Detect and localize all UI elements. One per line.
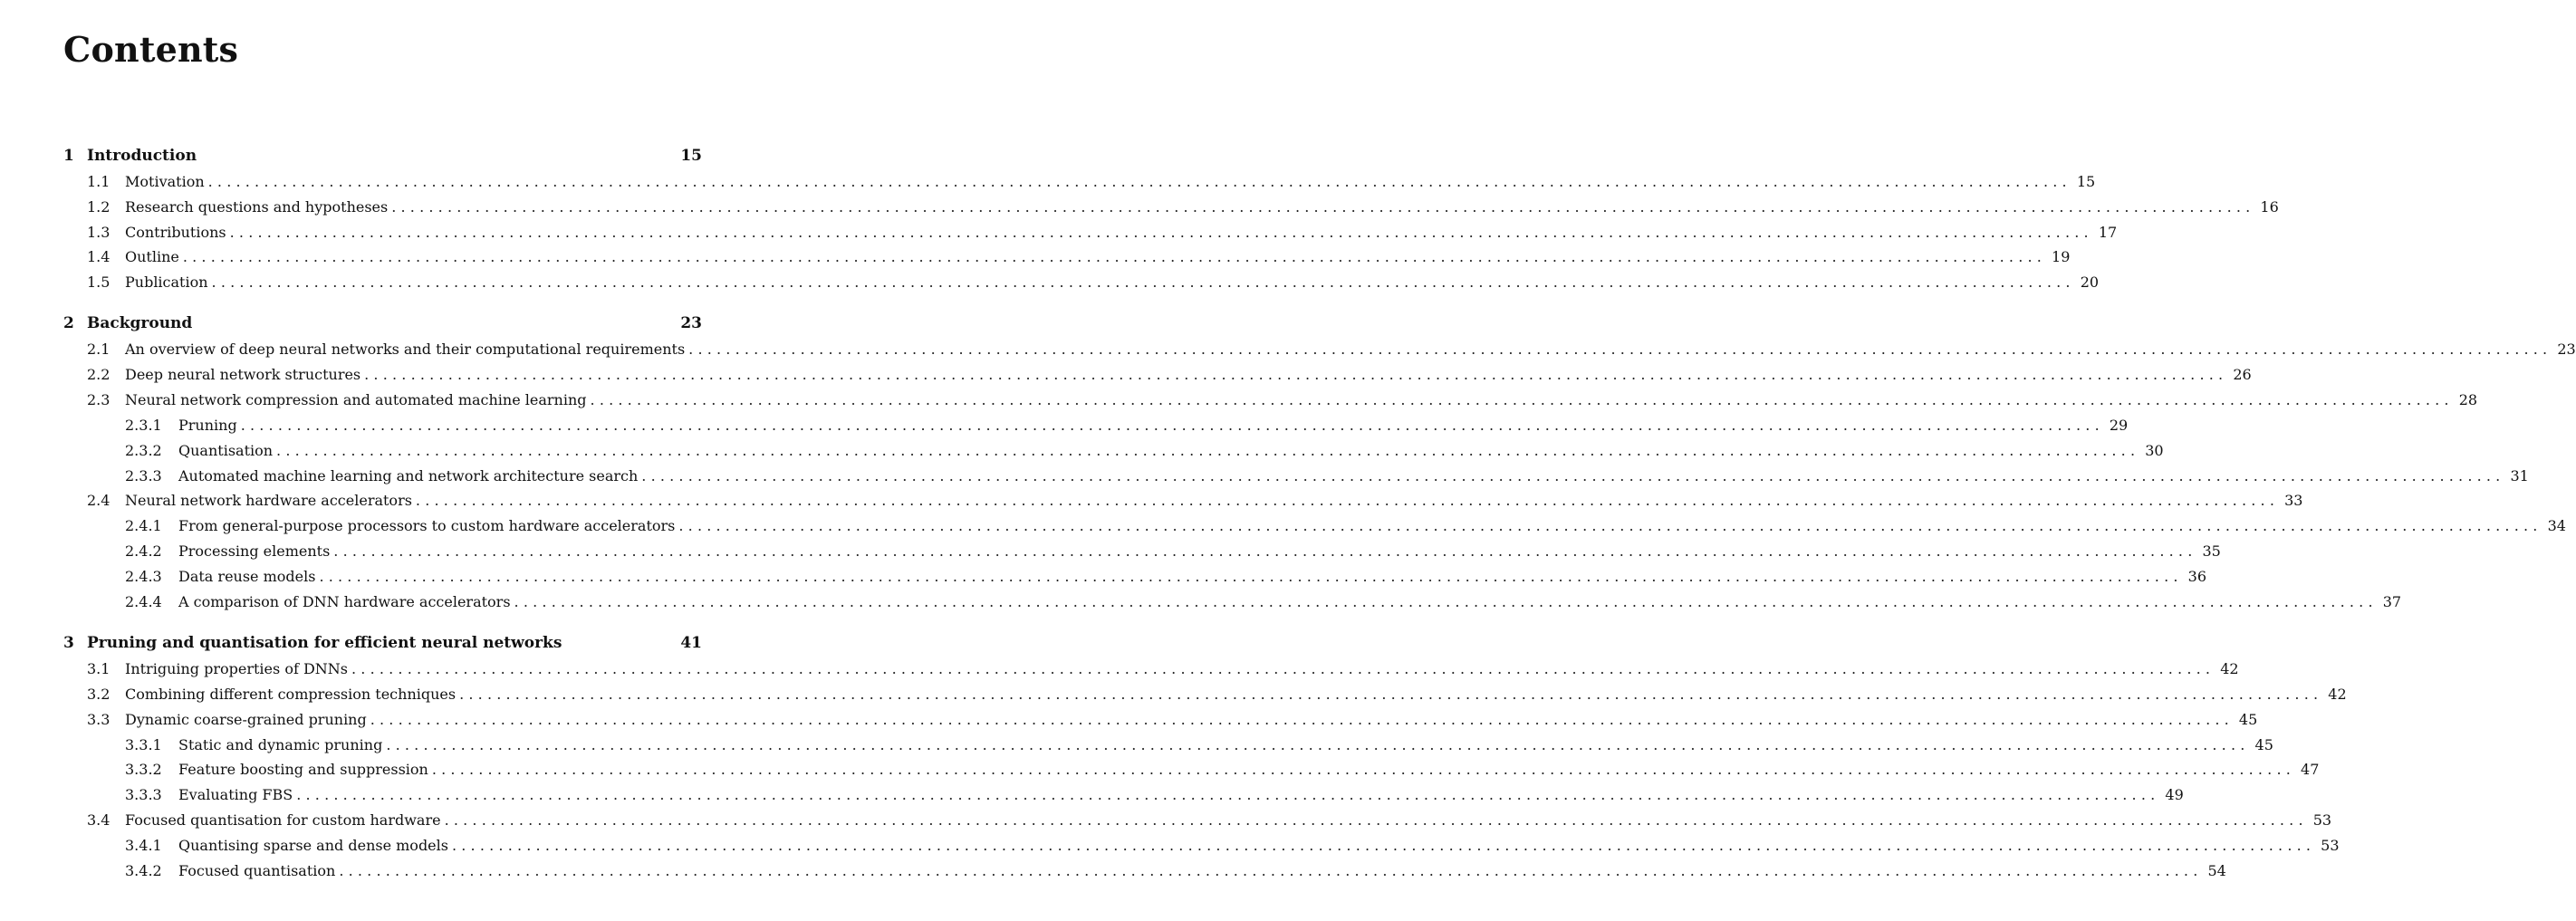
dot-leader: ........................................................................................................................................................................................................ — [296, 785, 2160, 803]
toc-entry-number: 2.3 — [87, 390, 111, 408]
toc-entry-number: 2.3.1 — [125, 416, 162, 434]
toc-entry-section[interactable] — [63, 809, 2332, 830]
toc-entry-number: 1 — [63, 147, 74, 165]
toc-entry-page-number: 16 — [2260, 197, 2279, 216]
toc-entry-label: Quantisation — [178, 441, 274, 459]
toc-entry-page-number: 45 — [2238, 710, 2258, 728]
toc-entry-chapter[interactable] — [63, 145, 702, 167]
toc-entry-label: Feature boosting and suppression — [178, 760, 428, 778]
toc-entry-number: 2 — [63, 314, 74, 332]
toc-entry-page-number: 28 — [2458, 390, 2478, 408]
toc-entry-label: Focused quantisation — [178, 861, 336, 879]
toc-entry-page-number: 49 — [2165, 785, 2184, 803]
toc-entry-page-number: 53 — [2312, 811, 2332, 829]
toc-entry-subsection[interactable] — [63, 834, 2340, 856]
toc-entry-number: 3.3.3 — [125, 785, 162, 803]
toc-entry-label: A comparison of DNN hardware accelerators — [178, 592, 511, 610]
toc-entry-number: 2.3.3 — [125, 466, 162, 484]
dot-leader: ........................................................................................................................................................................................................ — [415, 491, 2280, 509]
toc-entry-label: Research questions and hypotheses — [125, 197, 389, 216]
toc-entry-label: Outline — [125, 247, 179, 265]
toc-entry-number: 2.4.1 — [125, 516, 162, 534]
toc-entry-section[interactable] — [63, 657, 2239, 679]
toc-entry-page-number: 15 — [680, 147, 702, 165]
toc-entry-label: Data reuse models — [178, 567, 316, 585]
toc-entry-subsection[interactable] — [63, 465, 2529, 486]
toc-entry-subsection[interactable] — [63, 565, 2206, 587]
toc-entry-label: Pruning and quantisation for efficient neural networks — [87, 634, 562, 652]
toc-entry-chapter[interactable] — [63, 312, 702, 334]
toc-entry-section[interactable] — [63, 196, 2279, 217]
toc-entry-number: 3.4 — [87, 811, 111, 829]
toc-entry-page-number: 41 — [680, 634, 702, 652]
toc-entry-subsection[interactable] — [63, 590, 2402, 612]
toc-entry-number: 3.2 — [87, 685, 111, 703]
toc-entry-page-number: 17 — [2098, 223, 2118, 241]
toc-entry-number: 1.5 — [87, 273, 111, 291]
toc-entry-label: Focused quantisation for custom hardware — [125, 811, 441, 829]
toc-entry-page-number: 26 — [2233, 365, 2252, 383]
toc-entry-number: 3.3.2 — [125, 760, 162, 778]
toc-entry-page-number: 42 — [2328, 685, 2347, 703]
toc-entry-subsection[interactable] — [63, 439, 2164, 461]
toc-entry-number: 3.4.1 — [125, 836, 162, 854]
toc-entry-page-number: 29 — [2109, 416, 2129, 434]
toc-entry-label: An overview of deep neural networks and their computational requirements — [125, 340, 686, 358]
toc-entry-section[interactable] — [63, 683, 2347, 705]
dot-leader: ........................................................................................................................................................................................................ — [319, 567, 2183, 585]
dot-leader: ........................................................................................................................................................................................................ — [364, 365, 2228, 383]
toc-entry-number: 3.3.1 — [125, 735, 162, 753]
toc-entry-number: 2.4.2 — [125, 542, 162, 560]
toc-entry-subsection[interactable] — [63, 758, 2320, 780]
toc-entry-label: Neural network compression and automated machine learning — [125, 390, 587, 408]
toc-entry-number: 2.1 — [87, 340, 111, 358]
toc-entry-page-number: 45 — [2254, 735, 2273, 753]
toc-entry-page-number: 47 — [2301, 760, 2320, 778]
toc-entry-label: Contributions — [125, 223, 226, 241]
toc-entry-section[interactable] — [63, 363, 2252, 385]
toc-entry-number: 1.2 — [87, 197, 111, 216]
toc-entry-label: Evaluating FBS — [178, 785, 293, 803]
dot-leader: ........................................................................................................................................................................................................ — [391, 197, 2255, 216]
toc-entry-subsection[interactable] — [63, 514, 2566, 536]
toc-entry-page-number: 31 — [2510, 466, 2529, 484]
toc-entry-page-number: 36 — [2187, 567, 2206, 585]
dot-leader: ........................................................................................................................................................................................................ — [207, 172, 2071, 190]
dot-leader: ........................................................................................................................................................................................................ — [590, 390, 2454, 408]
toc-entry-number: 2.4.3 — [125, 567, 162, 585]
toc-entry-number: 1.3 — [87, 223, 111, 241]
toc-entry-page-number: 23 — [680, 314, 702, 332]
toc-entry-label: From general-purpose processors to custom hardware accelerators — [178, 516, 676, 534]
toc-entry-page-number: 33 — [2284, 491, 2303, 509]
dot-leader: ........................................................................................................................................................................................................ — [370, 710, 2234, 728]
toc-entry-label: Dynamic coarse-grained pruning — [125, 710, 367, 728]
dot-leader: ........................................................................................................................................................................................................ — [444, 811, 2308, 829]
toc-entry-page-number: 19 — [2052, 247, 2071, 265]
toc-entry-page-number: 42 — [2220, 659, 2239, 677]
toc-entry-number: 3.4.2 — [125, 861, 162, 879]
toc-entry-number: 1.4 — [87, 247, 111, 265]
toc-entry-number: 3.1 — [87, 659, 111, 677]
dot-leader: ........................................................................................................................................................................................................ — [333, 542, 2197, 560]
dot-leader: ........................................................................................................................................................................................................ — [459, 685, 2323, 703]
toc-entry-section[interactable] — [63, 708, 2258, 730]
dot-leader: ........................................................................................................................................................................................................ — [182, 247, 2047, 265]
toc-entry-number: 2.2 — [87, 365, 111, 383]
toc-entry-section[interactable] — [63, 489, 2303, 511]
toc-entry-section[interactable] — [63, 245, 2071, 267]
dot-leader: ........................................................................................................................................................................................................ — [276, 441, 2140, 459]
toc-entry-label: Background — [87, 314, 193, 332]
toc-entry-label: Publication — [125, 273, 208, 291]
toc-entry-page-number: 37 — [2382, 592, 2402, 610]
toc-entry-label: Introduction — [87, 147, 197, 165]
toc-entry-label: Motivation — [125, 172, 205, 190]
toc-entry-number: 2.4.4 — [125, 592, 162, 610]
toc-entry-section[interactable] — [63, 389, 2478, 410]
toc-entry-page-number: 34 — [2547, 516, 2566, 534]
dot-leader: ........................................................................................................................................................................................................ — [229, 223, 2093, 241]
toc-entry-page-number: 30 — [2145, 441, 2164, 459]
toc-entry-label: Neural network hardware accelerators — [125, 491, 412, 509]
toc-entry-chapter[interactable] — [63, 632, 702, 654]
dot-leader: ........................................................................................................................................................................................................ — [211, 273, 2075, 291]
toc-entry-label: Static and dynamic pruning — [178, 735, 383, 753]
toc-entry-label: Automated machine learning and network architecture search — [178, 466, 639, 484]
dot-leader: ........................................................................................................................................................................................................ — [678, 516, 2542, 534]
toc-entry-label: Deep neural network structures — [125, 365, 361, 383]
dot-leader: ........................................................................................................................................................................................................ — [351, 659, 2216, 677]
dot-leader: ........................................................................................................................................................................................................ — [240, 416, 2104, 434]
toc-entry-label: Quantising sparse and dense models — [178, 836, 448, 854]
toc-entry-section[interactable] — [63, 271, 2100, 293]
page-title: Contents — [63, 29, 239, 70]
toc-entry-number: 3 — [63, 634, 74, 652]
toc-entry-subsection[interactable] — [63, 783, 2184, 805]
toc-entry-page-number: 20 — [2080, 273, 2100, 291]
toc-entry-page-number: 15 — [2076, 172, 2096, 190]
toc-entry-number: 3.3 — [87, 710, 111, 728]
toc-entry-label: Intriguing properties of DNNs — [125, 659, 348, 677]
toc-entry-label: Pruning — [178, 416, 237, 434]
dot-leader: ........................................................................................................................................................................................................ — [386, 735, 2250, 753]
toc-entry-label: Processing elements — [178, 542, 331, 560]
dot-leader: ........................................................................................................................................................................................................ — [339, 861, 2203, 879]
toc-entry-number: 2.4 — [87, 491, 111, 509]
toc-entry-label: Combining different compression techniques — [125, 685, 457, 703]
toc-entry-subsection[interactable] — [63, 414, 2129, 436]
dot-leader: ........................................................................................................................................................................................................ — [451, 836, 2316, 854]
toc-entry-subsection[interactable] — [63, 859, 2226, 881]
dot-leader: ........................................................................................................................................................................................................ — [431, 760, 2296, 778]
toc-entry-page-number: 54 — [2207, 861, 2226, 879]
toc-entry-page-number: 23 — [2557, 340, 2576, 358]
dot-leader: ........................................................................................................................................................................................................ — [688, 340, 2552, 358]
toc-entry-section[interactable] — [63, 221, 2118, 243]
toc-entry-section[interactable] — [63, 338, 2576, 360]
toc-entry-number: 2.3.2 — [125, 441, 162, 459]
toc-entry-subsection[interactable] — [63, 734, 2273, 755]
toc-entry-number: 1.1 — [87, 172, 111, 190]
toc-entry-subsection[interactable] — [63, 540, 2221, 561]
dot-leader: ........................................................................................................................................................................................................ — [514, 592, 2378, 610]
dot-leader: ........................................................................................................................................................................................................ — [641, 466, 2505, 484]
toc-entry-section[interactable] — [63, 170, 2096, 192]
toc-entry-page-number: 35 — [2202, 542, 2221, 560]
toc-entry-page-number: 53 — [2321, 836, 2340, 854]
